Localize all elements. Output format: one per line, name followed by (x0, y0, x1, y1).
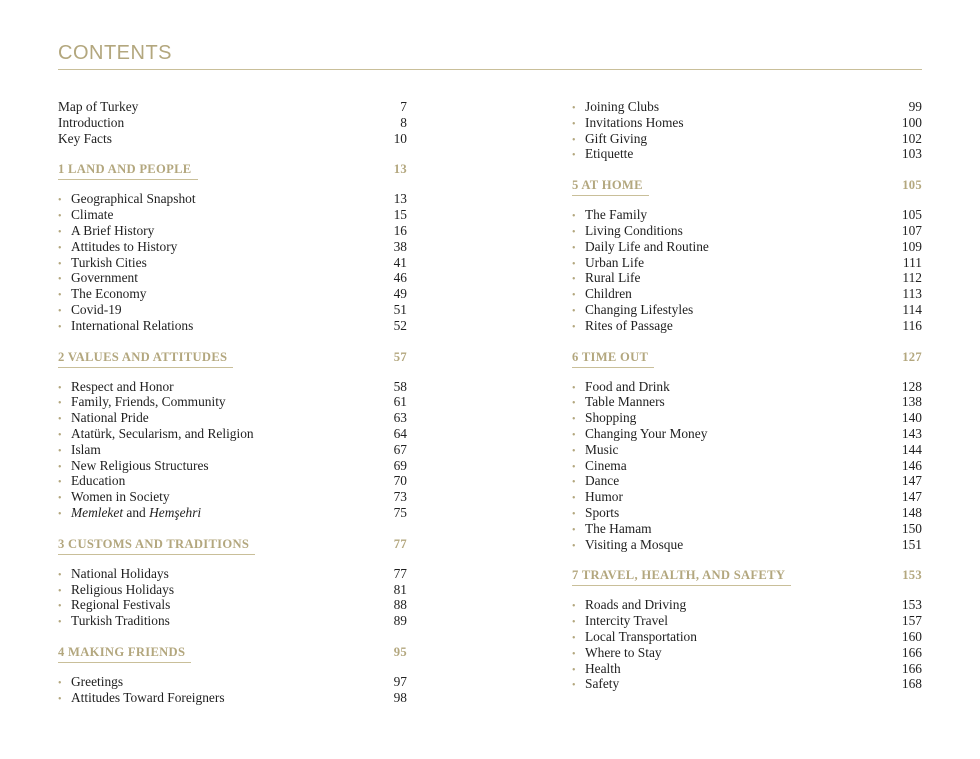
toc-entry-label: Climate (71, 207, 114, 223)
toc-entry-label: Invitations Homes (585, 114, 684, 130)
toc-entry[interactable] (572, 131, 922, 147)
bullet-icon: • (572, 382, 576, 394)
toc-entry-label-wrap (572, 318, 673, 336)
toc-entry-label: Urban Life (585, 254, 645, 270)
chapter-page: 153 (902, 568, 922, 583)
toc-entry-label: Sports (585, 504, 620, 520)
toc-entry-page: 147 (901, 473, 922, 489)
toc-entry-page: 103 (901, 146, 922, 162)
toc-entry[interactable] (572, 255, 922, 271)
toc-entry[interactable] (572, 458, 922, 474)
bullet-icon: • (572, 305, 576, 317)
chapter-underline (572, 195, 649, 196)
toc-entry-label-wrap (58, 131, 112, 147)
toc-entry-page: 88 (393, 597, 407, 613)
chapter-heading[interactable] (572, 349, 922, 365)
chapter-underline (58, 662, 191, 663)
bullet-icon: • (572, 493, 576, 505)
toc-entry[interactable] (58, 270, 407, 286)
bullet-icon: • (572, 445, 576, 457)
toc-entry-label: Geographical Snapshot (71, 191, 196, 207)
bullet-icon: • (572, 103, 576, 114)
toc-entry-page: 150 (901, 520, 922, 536)
chapter-title: 5 AT HOME (572, 178, 643, 193)
chapter-underline (58, 554, 255, 555)
bullet-icon: • (572, 648, 576, 660)
chapter-heading[interactable] (58, 644, 407, 660)
bullet-icon: • (58, 585, 62, 597)
toc-entry-label: Rural Life (585, 270, 641, 286)
toc-entry[interactable] (58, 255, 407, 271)
toc-entry-page: 15 (393, 207, 407, 223)
toc-entry-label: Changing Lifestyles (585, 301, 694, 317)
toc-entry-page: 13 (393, 191, 407, 207)
chapter-title: 3 CUSTOMS AND TRADITIONS (58, 536, 250, 551)
toc-entry[interactable] (572, 379, 922, 395)
toc-entry[interactable] (58, 505, 407, 521)
bullet-icon: • (58, 429, 62, 441)
bullet-icon: • (58, 382, 62, 394)
bullet-icon: • (58, 258, 62, 270)
bullet-icon: • (58, 693, 62, 705)
bullet-icon: • (572, 461, 576, 473)
toc-entry[interactable] (58, 191, 407, 207)
toc-entry-page: 63 (393, 410, 407, 426)
toc-entry-label: Greetings (71, 673, 124, 689)
toc-entry-label-wrap (58, 99, 138, 115)
chapter-page: 77 (393, 536, 407, 551)
toc-entry[interactable] (58, 597, 407, 613)
chapter-title: 6 TIME OUT (572, 349, 649, 364)
toc-entry-label: Government (71, 270, 138, 286)
toc-entry-label: Health (585, 660, 621, 676)
toc-entry-label: Islam (71, 441, 101, 457)
toc-entry-label: Turkish Cities (71, 254, 147, 270)
bullet-icon: • (572, 540, 576, 552)
toc-entry[interactable] (572, 521, 922, 537)
bullet-icon: • (572, 601, 576, 613)
toc-entry-label-wrap (572, 676, 619, 694)
toc-entry[interactable] (572, 99, 922, 115)
bullet-icon: • (572, 664, 576, 676)
toc-entry-page: 97 (393, 673, 407, 689)
chapter-page: 13 (393, 162, 407, 177)
toc-entry[interactable] (58, 223, 407, 239)
toc-entry-page: 166 (901, 644, 922, 660)
bullet-icon: • (572, 321, 576, 333)
bullet-icon: • (572, 617, 576, 629)
toc-entry-page: 138 (901, 394, 922, 410)
toc-entry-label: Humor (585, 489, 623, 505)
page-title: CONTENTS (58, 42, 172, 64)
toc-left-column (58, 99, 407, 706)
chapter-underline (58, 367, 233, 368)
chapter-heading[interactable] (58, 349, 407, 365)
toc-entry-label: Education (71, 473, 126, 489)
bullet-icon: • (572, 226, 576, 238)
bullet-icon: • (572, 150, 576, 162)
toc-entry[interactable] (58, 410, 407, 426)
toc-entry[interactable] (58, 473, 407, 489)
toc-entry-label: Dance (585, 473, 620, 489)
toc-entry[interactable] (572, 597, 922, 613)
toc-entry-page: 81 (393, 581, 407, 597)
toc-entry-label: Women in Society (71, 489, 170, 505)
toc-entry-page: 64 (393, 425, 407, 441)
toc-entry-label: Gift Giving (585, 130, 648, 146)
toc-entry-page: 114 (902, 301, 922, 317)
toc-entry-label: Safety (585, 676, 620, 692)
toc-entry[interactable] (58, 674, 407, 690)
toc-entry-page: 77 (393, 565, 407, 581)
toc-entry[interactable] (572, 270, 922, 286)
toc-entry-label: Memleket and Hemşehri (71, 504, 202, 520)
toc-entry-page: 116 (902, 317, 922, 333)
toc-entry-page: 166 (901, 660, 922, 676)
bullet-icon: • (58, 211, 62, 223)
bullet-icon: • (572, 134, 576, 146)
toc-entry-page: 46 (393, 270, 407, 286)
bullet-icon: • (58, 461, 62, 473)
toc-entry-label: Changing Your Money (585, 425, 708, 441)
toc-entry-label: Joining Clubs (585, 99, 660, 114)
toc-entry-label-wrap (58, 505, 201, 523)
toc-entry[interactable] (572, 442, 922, 458)
toc-entry-page: 61 (393, 394, 407, 410)
toc-entry-label: Atatürk, Secularism, and Religion (71, 425, 254, 441)
toc-front-entry[interactable] (58, 131, 407, 147)
toc-front-entry[interactable] (58, 99, 407, 115)
bullet-icon: • (58, 414, 62, 426)
toc-entry[interactable] (572, 115, 922, 131)
toc-entry-label: Where to Stay (585, 644, 662, 660)
toc-entry-page: 98 (393, 689, 407, 705)
toc-entry[interactable] (572, 505, 922, 521)
toc-entry-label: A Brief History (71, 222, 155, 238)
toc-entry-page: 38 (393, 238, 407, 254)
toc-entry-page: 100 (901, 114, 922, 130)
toc-entry-label-wrap (58, 690, 225, 708)
toc-entry-page: 147 (901, 489, 922, 505)
bullet-icon: • (572, 290, 576, 302)
toc-entry[interactable] (572, 302, 922, 318)
chapter-page: 105 (902, 178, 922, 193)
toc-entry[interactable] (572, 489, 922, 505)
bullet-icon: • (572, 524, 576, 536)
toc-entry-label: National Holidays (71, 565, 169, 581)
bullet-icon: • (58, 677, 62, 689)
toc-entry[interactable] (572, 613, 922, 629)
toc-entry-page: 144 (901, 441, 922, 457)
bullet-icon: • (572, 118, 576, 130)
toc-entry[interactable] (572, 537, 922, 553)
bullet-icon: • (572, 398, 576, 410)
toc-entry[interactable] (58, 613, 407, 629)
toc-entry-label-wrap (572, 146, 633, 164)
bullet-icon: • (58, 445, 62, 457)
bullet-icon: • (572, 632, 576, 644)
toc-entry-page: 113 (902, 286, 922, 302)
toc-entry[interactable] (58, 286, 407, 302)
chapter-title: 2 VALUES AND ATTITUDES (58, 349, 228, 364)
toc-entry-label: Family, Friends, Community (71, 394, 226, 410)
toc-entry-page: 99 (908, 99, 922, 114)
toc-entry-label: Music (585, 441, 619, 457)
toc-entry-page: 143 (901, 425, 922, 441)
chapter-underline (572, 585, 791, 586)
toc-entry-page: 111 (902, 254, 922, 270)
toc-entry-page: 51 (393, 301, 407, 317)
toc-entry-label-wrap (58, 115, 124, 131)
toc-front-entry[interactable] (58, 115, 407, 131)
toc-entry-label: Children (585, 286, 632, 302)
chapter-underline (572, 367, 654, 368)
toc-entry-label-wrap (58, 613, 170, 631)
toc-entry-page: 102 (901, 130, 922, 146)
toc-right-column (572, 99, 922, 692)
toc-entry-label-wrap (572, 537, 683, 555)
toc-entry-label: International Relations (71, 317, 194, 333)
chapter-title: 1 LAND AND PEOPLE (58, 162, 192, 177)
toc-entry[interactable] (58, 489, 407, 505)
toc-entry-label: Local Transportation (585, 628, 697, 644)
toc-entry-label: Roads and Driving (585, 597, 687, 613)
bullet-icon: • (572, 429, 576, 441)
toc-entry[interactable] (572, 676, 922, 692)
toc-entry-page: 89 (393, 613, 407, 629)
toc-entry-page: 41 (393, 254, 407, 270)
bullet-icon: • (58, 508, 62, 520)
bullet-icon: • (572, 414, 576, 426)
toc-entry[interactable] (58, 302, 407, 318)
toc-entry-label: Cinema (585, 457, 627, 473)
toc-entry[interactable] (58, 566, 407, 582)
toc-entry[interactable] (572, 223, 922, 239)
bullet-icon: • (58, 493, 62, 505)
toc-entry-page: 69 (393, 457, 407, 473)
bullet-icon: • (58, 195, 62, 207)
toc-entry-page: 67 (393, 441, 407, 457)
toc-entry[interactable] (572, 394, 922, 410)
chapter-heading[interactable] (572, 567, 922, 583)
toc-entry-page: 7 (400, 99, 407, 114)
bullet-icon: • (58, 274, 62, 286)
toc-entry[interactable] (572, 645, 922, 661)
bullet-icon: • (58, 398, 62, 410)
toc-entry[interactable] (572, 410, 922, 426)
toc-entry-page: 112 (902, 270, 922, 286)
toc-entry-label: National Pride (71, 410, 149, 426)
toc-entry[interactable] (58, 394, 407, 410)
toc-entry-page: 109 (901, 238, 922, 254)
toc-entry-label: New Religious Structures (71, 457, 209, 473)
toc-entry-page: 148 (901, 504, 922, 520)
toc-entry-page: 107 (901, 222, 922, 238)
toc-entry-label: Regional Festivals (71, 597, 171, 613)
bullet-icon: • (572, 242, 576, 254)
toc-entry-page: 140 (901, 410, 922, 426)
toc-entry-page: 146 (901, 457, 922, 473)
chapter-title: 4 MAKING FRIENDS (58, 644, 186, 659)
toc-entry-label: Daily Life and Routine (585, 238, 709, 254)
toc-entry-page: 168 (901, 676, 922, 692)
chapter-page: 95 (393, 644, 407, 659)
toc-entry[interactable] (58, 426, 407, 442)
bullet-icon: • (572, 508, 576, 520)
toc-entry-label: Table Manners (585, 394, 665, 410)
toc-entry-page: 16 (393, 222, 407, 238)
bullet-icon: • (58, 617, 62, 629)
toc-entry-label: Religious Holidays (71, 581, 175, 597)
toc-entry[interactable] (58, 442, 407, 458)
toc-entry[interactable] (572, 661, 922, 677)
bullet-icon: • (58, 569, 62, 581)
bullet-icon: • (58, 290, 62, 302)
toc-entry[interactable] (572, 426, 922, 442)
toc-entry[interactable] (58, 690, 407, 706)
toc-entry-page: 49 (393, 286, 407, 302)
toc-entry-page: 105 (901, 207, 922, 223)
toc-entry-label: Shopping (585, 410, 637, 426)
toc-entry[interactable] (58, 239, 407, 255)
toc-entry-label: Rites of Passage (585, 317, 673, 333)
toc-entry-label: Etiquette (585, 146, 634, 162)
bullet-icon: • (572, 477, 576, 489)
toc-entry-label: Living Conditions (585, 222, 683, 238)
toc-entry-page: 70 (393, 473, 407, 489)
toc-entry-label: The Economy (71, 286, 147, 302)
toc-entry-label: Attitudes Toward Foreigners (71, 689, 225, 705)
toc-entry[interactable] (58, 458, 407, 474)
toc-entry-label: Turkish Traditions (71, 613, 170, 629)
toc-entry-label: Covid-19 (71, 301, 122, 317)
bullet-icon: • (58, 601, 62, 613)
toc-entry-label: The Hamam (585, 520, 652, 536)
chapter-page: 57 (393, 349, 407, 364)
toc-entry-page: 128 (901, 378, 922, 394)
chapter-page: 127 (902, 349, 922, 364)
toc-entry-page: 160 (901, 628, 922, 644)
bullet-icon: • (572, 274, 576, 286)
bullet-icon: • (58, 321, 62, 333)
toc-entry-label: Map of Turkey (58, 99, 139, 114)
toc-entry[interactable] (572, 629, 922, 645)
chapter-heading[interactable] (572, 177, 922, 193)
bullet-icon: • (58, 242, 62, 254)
chapter-heading[interactable] (58, 536, 407, 552)
bullet-icon: • (58, 477, 62, 489)
toc-entry-page: 58 (393, 378, 407, 394)
toc-entry-page: 153 (901, 597, 922, 613)
toc-entry-page: 75 (393, 504, 407, 520)
toc-entry-label: Intercity Travel (585, 613, 668, 629)
toc-entry[interactable] (58, 207, 407, 223)
toc-entry[interactable] (58, 318, 407, 334)
toc-entry-page: 157 (901, 613, 922, 629)
toc-entry-label: Food and Drink (585, 378, 670, 394)
toc-entry-page: 10 (393, 130, 407, 146)
toc-entry-label: Attitudes to History (71, 238, 178, 254)
toc-entry-label: Respect and Honor (71, 378, 174, 394)
toc-entry-page: 52 (393, 317, 407, 333)
toc-entry-label: Key Facts (58, 130, 112, 146)
title-rule (58, 69, 922, 70)
toc-entry[interactable] (572, 146, 922, 162)
chapter-title: 7 TRAVEL, HEALTH, AND SAFETY (572, 568, 786, 583)
toc-entry-label-wrap (58, 318, 193, 336)
toc-entry-page: 8 (400, 114, 407, 130)
toc-entry-page: 151 (901, 536, 922, 552)
toc-entry[interactable] (572, 239, 922, 255)
bullet-icon: • (572, 211, 576, 223)
bullet-icon: • (572, 680, 576, 692)
toc-entry[interactable] (58, 379, 407, 395)
bullet-icon: • (58, 226, 62, 238)
toc-entry-label: The Family (585, 207, 648, 223)
toc-entry-label: Visiting a Mosque (585, 536, 684, 552)
bullet-icon: • (572, 258, 576, 270)
toc-entry[interactable] (572, 286, 922, 302)
chapter-underline (58, 179, 198, 180)
bullet-icon: • (58, 305, 62, 317)
toc-entry-label: Introduction (58, 114, 125, 130)
toc-entry[interactable] (572, 318, 922, 334)
chapter-heading[interactable] (58, 161, 407, 177)
toc-entry[interactable] (58, 582, 407, 598)
toc-entry[interactable] (572, 473, 922, 489)
toc-entry[interactable] (572, 207, 922, 223)
toc-entry-page: 73 (393, 489, 407, 505)
